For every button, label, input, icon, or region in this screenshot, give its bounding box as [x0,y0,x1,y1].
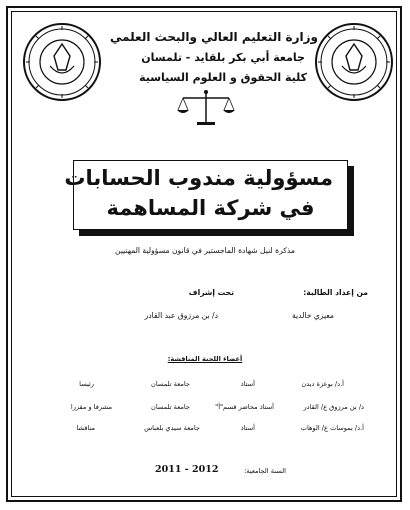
member-rank: أستاذ محاضر قسم"أ" [215,403,274,411]
student-name: معيزي خالدية [291,311,334,320]
member-university: جامعة تلمسان [151,380,190,388]
member-role: رئيسا [79,380,94,388]
ministry-name: وزارة التعليم العالي والبحث العلمي [109,30,318,44]
supervisor-label: تحت إشراف [188,288,234,297]
member-rank: أستاذ [240,380,255,388]
member-name: أ.د/ بموسات ع/ الوهاب [300,424,364,432]
member-role: مناقشا [76,424,95,432]
university-seal-left [20,20,104,104]
scales-of-justice-icon [175,88,237,128]
university-name: جامعة أبي بكر بلقايد - تلمسان [141,51,305,64]
member-name: د/ بن مرزوق ع/ القادر [303,403,364,411]
thesis-title-line1: مسؤولية مندوب الحسابات [64,166,333,190]
member-role: مشرفا و مقررا [70,403,112,411]
thesis-title-line2: في شركة المساهمة [106,196,315,220]
member-university: جامعة تلمسان [151,403,190,411]
thesis-subtitle: مذكرة لنيل شهادة الماجستير في قانون مسؤولية المهنيين [115,246,295,255]
prepared-by-label: من إعداد الطالبة: [303,288,368,297]
member-rank: أستاذ [240,424,255,432]
faculty-name: كلية الحقوق و العلوم السياسية [139,71,307,84]
member-name: أ.د/ بوعزة ديدن [301,380,344,388]
supervisor-name: د/ بن مرزوق عبد القادر [144,311,218,320]
member-university: جامعة سيدي بلعباس [144,424,200,432]
university-seal-right [312,20,396,104]
academic-year-value: 2011 - 2012 [155,464,219,475]
committee-heading: أعضاء اللجنة المناقشة: [167,355,243,363]
academic-year-label: السنة الجامعية: [244,467,286,475]
